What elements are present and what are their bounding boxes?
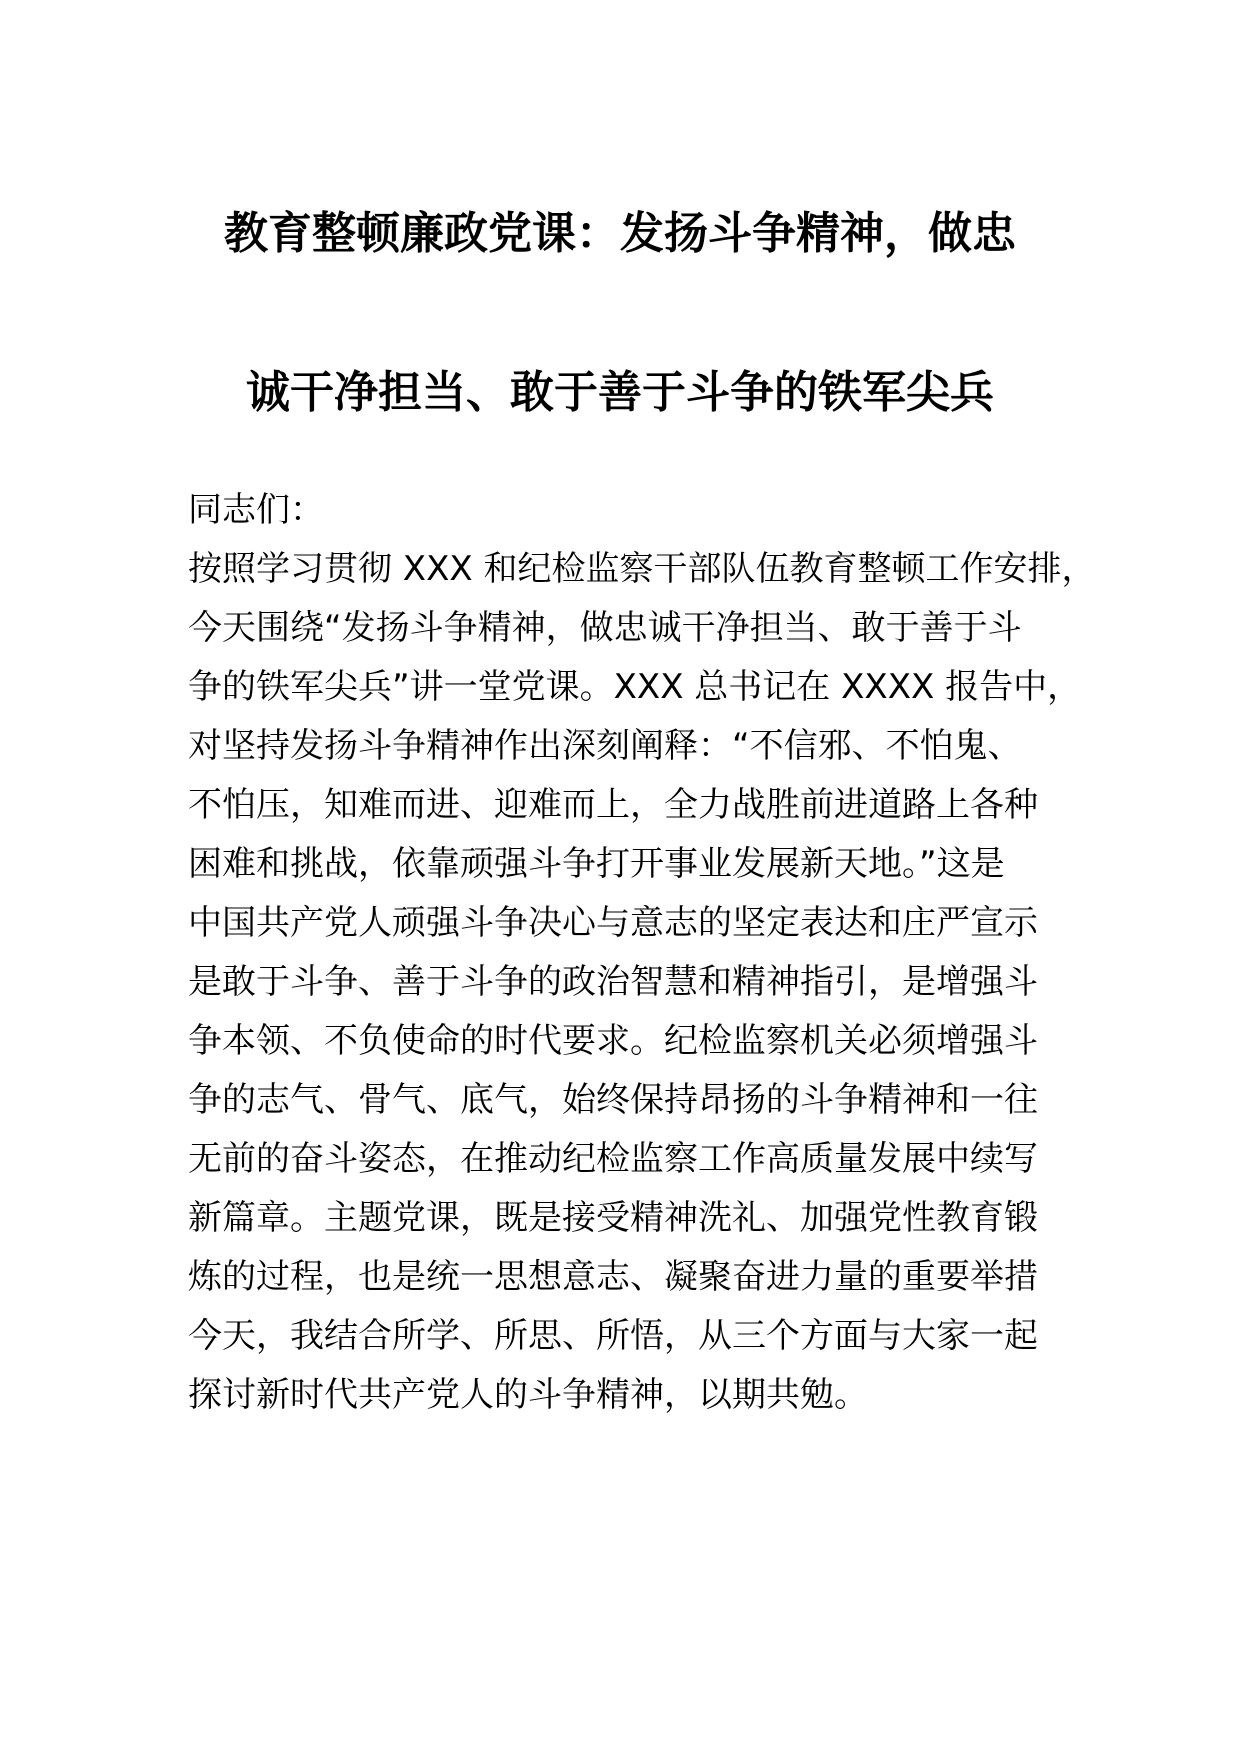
body-line: 不怕压，知难而进、迎难而上，全力战胜前进道路上各种 (188, 785, 1038, 825)
body-line: 新篇章。主题党课，既是接受精神洗礼、加强党性教育锻 (188, 1198, 1038, 1238)
body-line: 困难和挑战，依靠顽强斗争打开事业发展新天地。”这是 (188, 844, 1005, 884)
document-title-line-2: 诚干净担当、敢于善于斗争的铁军尖兵 (246, 367, 994, 418)
salutation: 同志们： (188, 490, 324, 530)
body-line: 炼的过程，也是统一思想意志、凝聚奋进力量的重要举措 (188, 1257, 1038, 1297)
document-title-line-1: 教育整顿廉政党课：发扬斗争精神，做忠 (224, 208, 1016, 259)
body-line: 是敢于斗争、善于斗争的政治智慧和精神指引，是增强斗 (188, 962, 1038, 1002)
body-line: 探讨新时代共产党人的斗争精神，以期共勉。 (188, 1375, 868, 1415)
body-line: 争的志气、骨气、底气，始终保持昂扬的斗争精神和一往 (188, 1080, 1038, 1120)
body-line: 中国共产党人顽强斗争决心与意志的坚定表达和庄严宣示 (188, 903, 1038, 943)
body-line: 争本领、不负使命的时代要求。纪检监察机关必须增强斗 (188, 1021, 1038, 1061)
body-line: 无前的奋斗姿态，在推动纪检监察工作高质量发展中续写 (188, 1139, 1038, 1179)
body-line: 对坚持发扬斗争精神作出深刻阐释：“不信邪、不怕鬼、 (188, 726, 1022, 766)
body-line: 今天，我结合所学、所思、所悟，从三个方面与大家一起 (188, 1316, 1038, 1356)
body-line: 争的铁军尖兵”讲一堂党课。XXX 总书记在 XXXX 报告中， (188, 667, 1082, 707)
body-line: 今天围绕“发扬斗争精神，做忠诚干净担当、敢于善于斗 (188, 608, 1022, 648)
body-line: 按照学习贯彻 XXX 和纪检监察干部队伍教育整顿工作安排， (188, 549, 1096, 589)
